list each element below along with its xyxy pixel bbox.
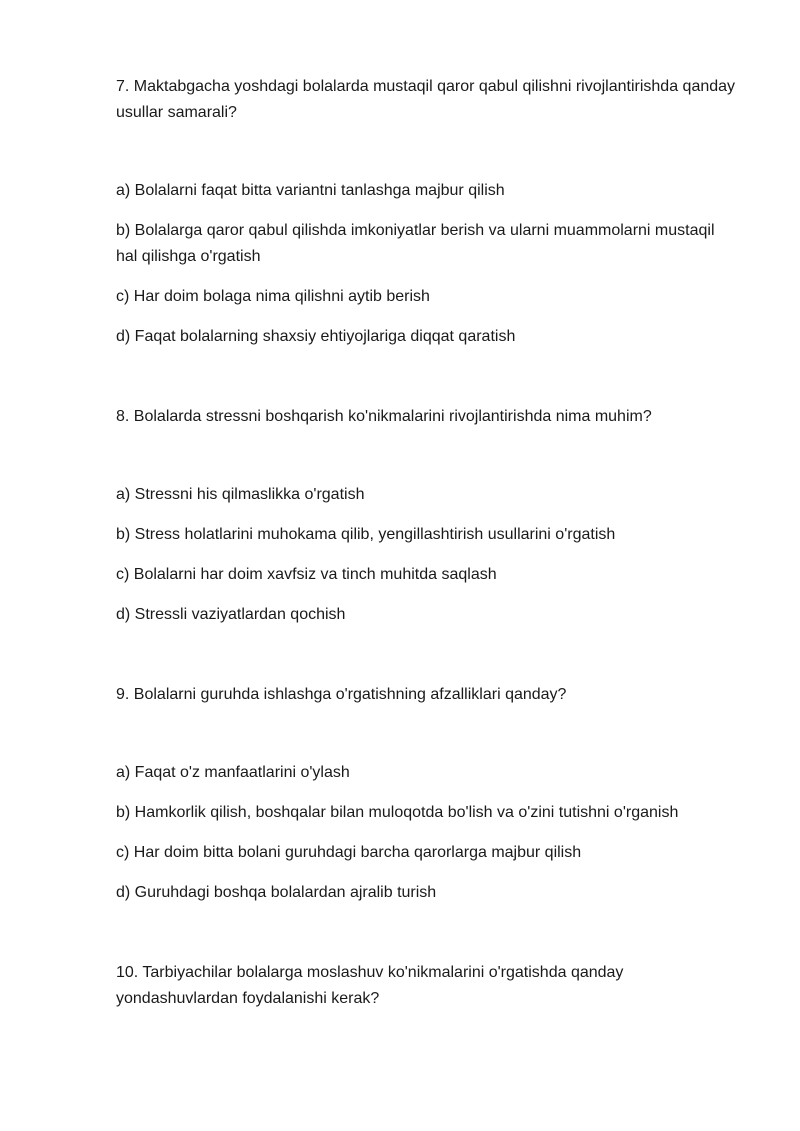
answer-option-d: d) Stressli vaziyatlardan qochish <box>116 606 346 623</box>
answer-option-d: d) Guruhdagi boshqa bolalardan ajralib turish <box>116 884 437 901</box>
answer-option-c: c) Har doim bolaga nima qilishni aytib berish <box>116 288 430 305</box>
question-block-8 <box>116 404 736 628</box>
answer-options <box>116 760 736 906</box>
answer-options <box>116 482 736 628</box>
question-text: 10. Tarbiyachilar bolalarga moslashuv ko'nikmalarini o'rgatishda qanday yondashuvlardan foydalanishi kerak? <box>116 964 624 1007</box>
document-page <box>116 74 736 1012</box>
answer-option-b: b) Bolalarga qaror qabul qilishda imkoniyatlar berish va ularni muammolarni mustaqil hal qilishga o'rgatish <box>116 222 715 265</box>
answer-option-b: b) Hamkorlik qilish, boshqalar bilan muloqotda bo'lish va o'zini tutishni o'rganish <box>116 804 679 821</box>
answer-option-d: d) Faqat bolalarning shaxsiy ehtiyojlariga diqqat qaratish <box>116 328 516 345</box>
question-block-9 <box>116 682 736 906</box>
answer-options <box>116 178 736 350</box>
question-block-10 <box>116 960 736 1012</box>
answer-option-c: c) Bolalarni har doim xavfsiz va tinch muhitda saqlash <box>116 566 497 583</box>
answer-option-c: c) Har doim bitta bolani guruhdagi barcha qarorlarga majbur qilish <box>116 844 582 861</box>
answer-option-b: b) Stress holatlarini muhokama qilib, yengillashtirish usullarini o'rgatish <box>116 526 616 543</box>
question-text: 9. Bolalarni guruhda ishlashga o'rgatishning afzalliklari qanday? <box>116 686 567 703</box>
question-text: 8. Bolalarda stressni boshqarish ko'nikmalarini rivojlantirishda nima muhim? <box>116 408 652 425</box>
answer-option-a: a) Faqat o'z manfaatlarini o'ylash <box>116 764 350 781</box>
question-text: 7. Maktabgacha yoshdagi bolalarda mustaqil qaror qabul qilishni rivojlantirishda qanday usullar samarali? <box>116 78 736 121</box>
answer-option-a: a) Stressni his qilmaslikka o'rgatish <box>116 486 365 503</box>
answer-option-a: a) Bolalarni faqat bitta variantni tanlashga majbur qilish <box>116 182 505 199</box>
question-block-7 <box>116 74 736 350</box>
